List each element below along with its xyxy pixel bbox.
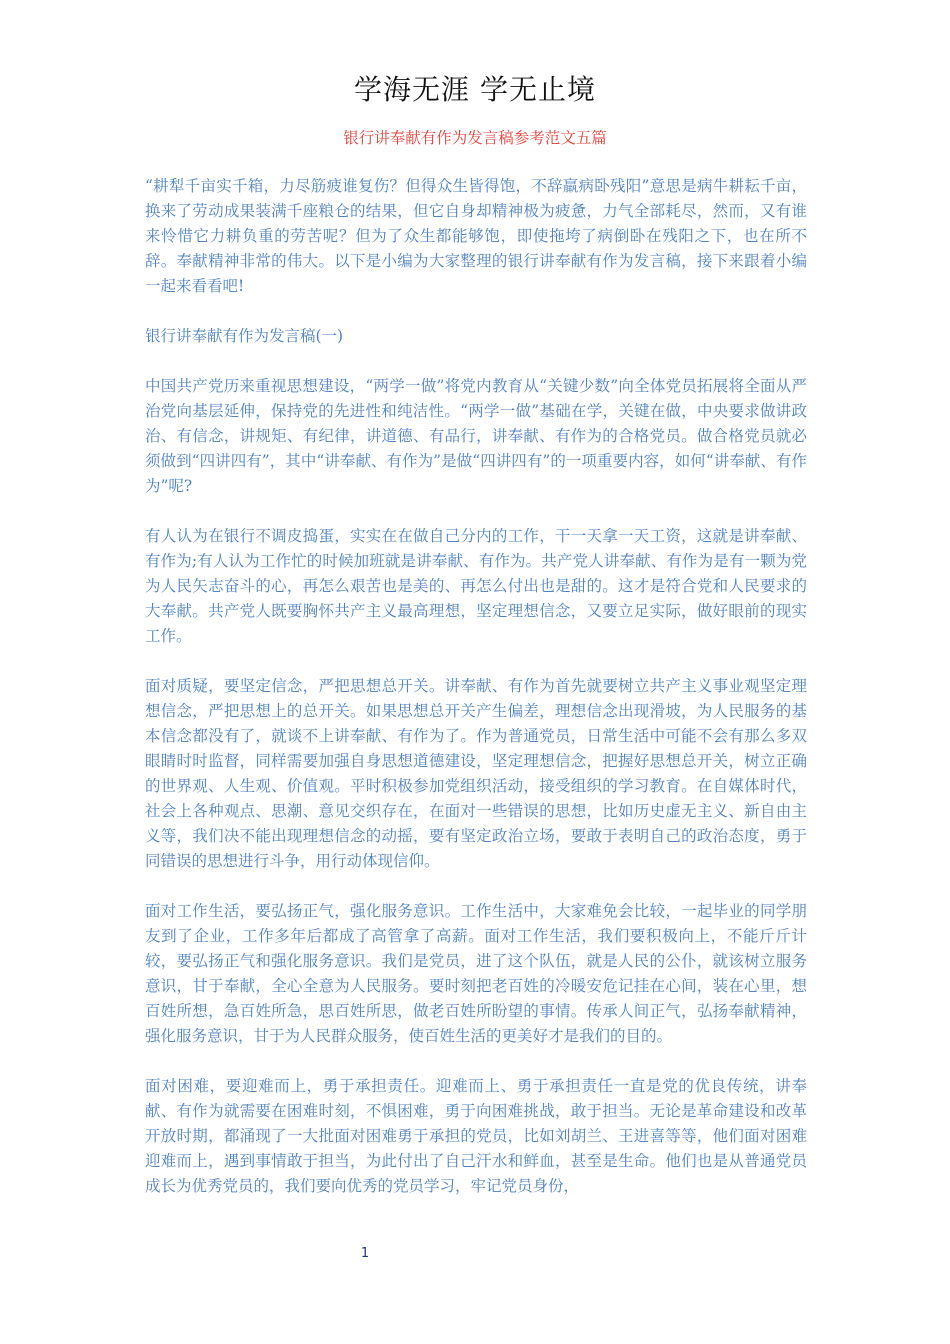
page-number: 1 bbox=[360, 1246, 370, 1261]
document-title: 银行讲奉献有作为发言稿参考范文五篇 bbox=[343, 129, 607, 147]
paragraph: 中国共产党历来重视思想建设，“两学一做”将党内教育从“关键少数”向全体党员拓展将全面从严治党向基层延伸，保持党的先进性和纯洁性。“两学一做”基础在学，关键在做，中央要求做讲政治、有信念，讲规矩、有纪律，讲道德、有品行，讲奉献、有作为的合格党员。做合格党员就必须做到“四讲四有”，其中“讲奉献、有作为”是做“四讲四有”的一项重要内容，如何“讲奉献、有作为”呢? bbox=[145, 377, 807, 495]
paragraph-intro: “耕犁千亩实千箱，力尽筋疲谁复伤？但得众生皆得饱，不辞羸病卧残阳”意思是病牛耕耘千亩，换来了劳动成果装满千座粮仓的结果，但它自身却精神极为疲惫，力气全部耗尽，然而，又有谁来怜惜它力耕负重的劳苦呢？但为了众生都能够饱，即使拖垮了病倒卧在残阳之下，也在所不辞。奉献精神非常的伟大。以下是小编为大家整理的银行讲奉献有作为发言稿，接下来跟着小编一起来看看吧! bbox=[145, 177, 807, 295]
paragraph: 面对工作生活，要弘扬正气，强化服务意识。工作生活中，大家难免会比较，一起毕业的同学朋友到了企业，工作多年后都成了高管拿了高薪。面对工作生活，我们要积极向上，不能斤斤计较，要弘扬正气和强化服务意识。我们是党员，进了这个队伍，就是人民的公仆，就该树立服务意识，甘于奉献，全心全意为人民服务。要时刻把老百姓的冷暖安危记挂在心间，装在心里，想百姓所想，急百姓所急，思百姓所思，做老百姓所盼望的事情。传承人间正气，弘扬奉献精神，强化服务意识，甘于为人民群众服务，使百姓生活的更美好才是我们的目的。 bbox=[145, 902, 807, 1045]
paragraph: 面对质疑，要坚定信念，严把思想总开关。讲奉献、有作为首先就要树立共产主义事业观坚定理想信念，严把思想上的总开关。如果思想总开关产生偏差，理想信念出现滑坡，为人民服务的基本信念都没有了，就谈不上讲奉献、有作为了。作为普通党员，日常生活中可能不会有那么多双眼睛时时监督，同样需要加强自身思想道德建设，坚定理想信念，把握好思想总开关，树立正确的世界观、人生观、价值观。平时积极参加党组织活动，接受组织的学习教育。在自媒体时代，社会上各种观点、思潮、意见交织存在，在面对一些错误的思想，比如历史虚无主义、新自由主义等，我们决不能出现理想信念的动摇，要有坚定政治立场，要敢于表明自己的政治态度，勇于同错误的思想进行斗争，用行动体现信仰。 bbox=[145, 677, 807, 870]
document-body bbox=[145, 174, 807, 1224]
page-header-title: 学海无涯 学无止境 bbox=[354, 73, 596, 106]
paragraph: 有人认为在银行不调皮捣蛋，实实在在做自己分内的工作，干一天拿一天工资，这就是讲奉献、有作为;有人认为工作忙的时候加班就是讲奉献、有作为。共产党人讲奉献、有作为是有一颗为党为人民矢志奋斗的心，再怎么艰苦也是美的、再怎么付出也是甜的。这才是符合党和人民要求的大奉献。共产党人既要胸怀共产主义最高理想，坚定理想信念，又要立足实际，做好眼前的现实工作。 bbox=[145, 527, 807, 645]
paragraph: 面对困难，要迎难而上，勇于承担责任。迎难而上、勇于承担责任一直是党的优良传统，讲奉献、有作为就需要在困难时刻，不惧困难，勇于向困难挑战，敢于担当。无论是革命建设和改革开放时期，都涌现了一大批面对困难勇于承担的党员，比如刘胡兰、王进喜等等，他们面对困难迎难而上，遇到事情敢于担当，为此付出了自己汗水和鲜血，甚至是生命。他们也是从普通党员成长为优秀党员的，我们要向优秀的党员学习，牢记党员身份， bbox=[145, 1077, 807, 1195]
section-heading: 银行讲奉献有作为发言稿(一) bbox=[145, 327, 344, 345]
